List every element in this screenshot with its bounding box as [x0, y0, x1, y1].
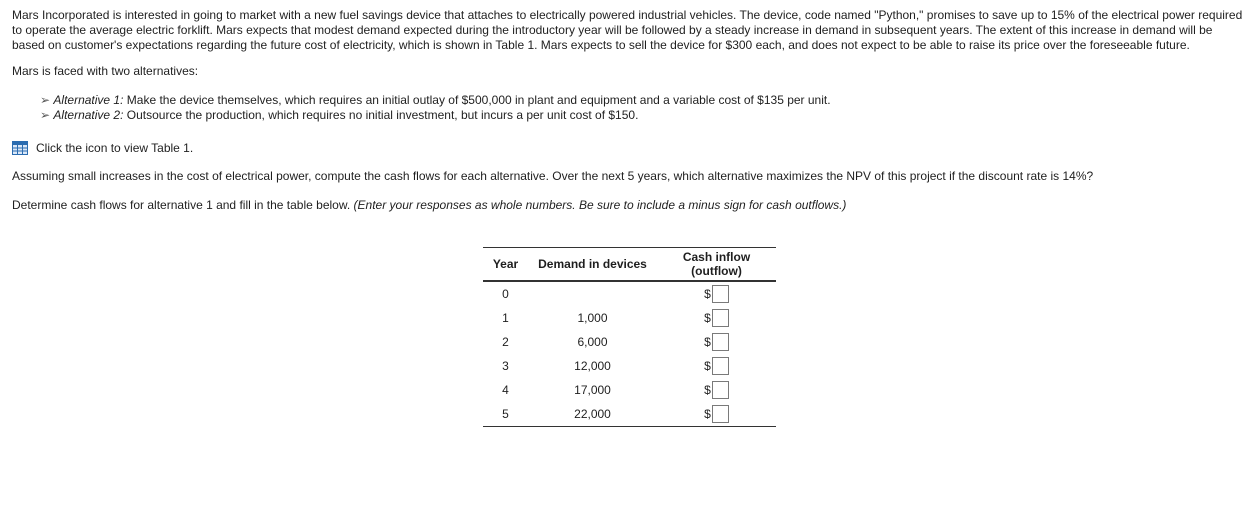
- cash-flow-table: [483, 247, 776, 427]
- table-icon[interactable]: [12, 141, 28, 155]
- header-cash-flow: Cash inflow (outflow): [657, 248, 776, 282]
- cash-cell: [657, 281, 776, 306]
- question-text: Assuming small increases in the cost of electrical power, compute the cash flows for each alternative. Over the next 5 years, which alternative maximizes the NPV of this project if the discount rate is 14%?: [12, 169, 1094, 183]
- table-row: [483, 354, 776, 378]
- table1-link[interactable]: [12, 141, 1244, 155]
- demand-cell: 22,000: [528, 402, 657, 427]
- table-row: [483, 281, 776, 306]
- cash-flow-input-year-1[interactable]: [712, 309, 729, 327]
- cash-cell: [657, 306, 776, 330]
- year-cell: 1: [502, 311, 509, 325]
- dollar-sign: $: [704, 335, 711, 349]
- demand-cell: 17,000: [574, 383, 611, 397]
- dollar-sign: $: [704, 311, 711, 325]
- alternative-2-text: Outsource the production, which requires no initial investment, but incurs a per unit cost of $150.: [123, 108, 639, 122]
- cash-cell: [657, 354, 776, 378]
- cash-flow-input-year-0[interactable]: [712, 285, 729, 303]
- instruction-text: [12, 198, 1244, 213]
- alternative-1-text: Make the device themselves, which requires an initial outlay of $500,000 in plant and equipment and a variable cost of $135 per unit.: [123, 93, 831, 107]
- alternatives-list: [40, 93, 1244, 123]
- header-year: Year: [483, 248, 528, 282]
- arrow-bullet-icon: ➢: [40, 108, 51, 122]
- cash-cell: [657, 378, 776, 402]
- dollar-sign: $: [704, 383, 711, 397]
- table1-link-text[interactable]: Click the icon to view Table 1.: [36, 141, 194, 155]
- cash-flow-input-year-3[interactable]: [712, 357, 729, 375]
- problem-intro: Mars Incorporated is interested in going to market with a new fuel savings device that attaches to electrically powered industrial vehicles. The device, code named "Python," promises to save up to 15% of the electrical power required to operate the average electric forklift. Mars expects that modest demand expected during the introductory year will be followed by a steady increase in demand in subsequent years. The extent of this increase in demand will be based on customer's expectations regarding the future cost of electricity, which is shown in Table 1. Mars expects to sell the device for $300 each, and does not expect to be able to raise its price over the foreseeable future.: [12, 8, 1243, 52]
- instruction-note: (Enter your responses as whole numbers. Be sure to include a minus sign for cash outflows.): [353, 198, 847, 212]
- cash-flow-input-year-5[interactable]: [712, 405, 729, 423]
- table-row: [483, 378, 776, 402]
- demand-cell: 6,000: [577, 335, 608, 349]
- year-cell: 2: [502, 335, 509, 349]
- dollar-sign: $: [704, 287, 711, 301]
- dollar-sign: $: [704, 359, 711, 373]
- arrow-bullet-icon: ➢: [40, 93, 51, 107]
- demand-cell: 1,000: [577, 311, 608, 325]
- header-demand: Demand in devices: [528, 248, 657, 282]
- year-cell: 5: [483, 402, 528, 427]
- alternative-1: [40, 93, 1244, 108]
- table-row: [483, 402, 776, 427]
- demand-cell: [528, 281, 657, 306]
- table-row: [483, 330, 776, 354]
- cash-flow-input-year-2[interactable]: [712, 333, 729, 351]
- table-row: [483, 306, 776, 330]
- question-content: [12, 8, 1244, 213]
- alternative-2: [40, 108, 1244, 123]
- cash-flow-input-year-4[interactable]: [712, 381, 729, 399]
- alternatives-lead: Mars is faced with two alternatives:: [12, 64, 199, 78]
- demand-cell: 12,000: [574, 359, 611, 373]
- instruction-lead: Determine cash flows for alternative 1 and fill in the table below.: [12, 198, 354, 212]
- cash-cell: [657, 330, 776, 354]
- year-cell: 4: [502, 383, 509, 397]
- dollar-sign: $: [704, 407, 711, 421]
- alternative-1-name: Alternative 1:: [53, 93, 124, 107]
- cash-cell: [657, 402, 776, 427]
- year-cell: 0: [502, 287, 509, 301]
- year-cell: 3: [502, 359, 509, 373]
- alternative-2-name: Alternative 2:: [53, 108, 124, 122]
